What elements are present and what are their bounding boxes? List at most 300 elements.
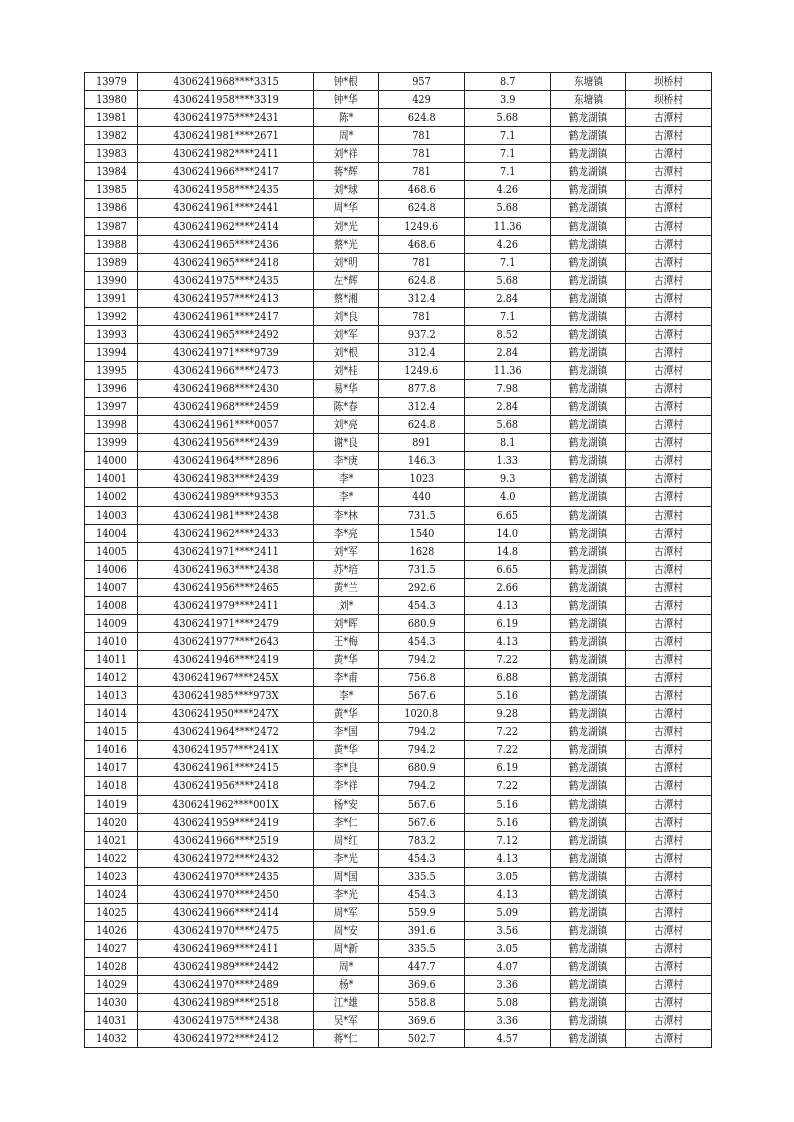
serial-number-cell <box>85 651 138 669</box>
town-text: 鹤龙湖镇 <box>568 219 608 233</box>
town-text: 鹤龙湖镇 <box>568 689 608 703</box>
amount-cell <box>379 181 465 199</box>
serial-number-cell <box>85 380 138 398</box>
quantity-text: 4.57 <box>496 1032 519 1046</box>
id-number-text: 4306241981****2671 <box>172 129 279 143</box>
town-text: 鹤龙湖镇 <box>568 544 608 558</box>
amount-text: 454.3 <box>407 634 436 648</box>
amount-cell <box>379 578 465 596</box>
serial-number-text: 14002 <box>95 490 127 504</box>
serial-number-text: 13988 <box>95 237 127 251</box>
serial-number-cell <box>85 127 138 145</box>
table-row <box>85 614 712 632</box>
table-row <box>85 398 712 416</box>
name-cell <box>314 199 379 217</box>
quantity-text: 3.56 <box>496 923 519 937</box>
serial-number-text: 14004 <box>95 526 127 540</box>
quantity-cell <box>465 542 551 560</box>
name-text: 周*新 <box>333 942 359 956</box>
amount-cell <box>379 596 465 614</box>
id-number-cell <box>138 452 314 470</box>
quantity-text: 9.3 <box>499 472 516 486</box>
quantity-cell <box>465 109 551 127</box>
town-text: 鹤龙湖镇 <box>568 580 608 594</box>
serial-number-cell <box>85 73 138 91</box>
amount-text: 891 <box>412 436 431 450</box>
id-number-text: 4306241975****2435 <box>172 273 279 287</box>
id-number-cell <box>138 289 314 307</box>
name-text: 苏*培 <box>333 562 359 576</box>
amount-cell <box>379 994 465 1012</box>
name-cell <box>314 91 379 109</box>
quantity-text: 3.05 <box>496 869 519 883</box>
town-cell <box>551 885 626 903</box>
quantity-cell <box>465 614 551 632</box>
serial-number-cell <box>85 452 138 470</box>
town-cell <box>551 217 626 235</box>
quantity-text: 8.52 <box>496 327 519 341</box>
village-text: 古潭村 <box>653 598 684 612</box>
id-number-text: 4306241966****2473 <box>172 364 279 378</box>
serial-number-text: 13979 <box>95 75 127 89</box>
serial-number-text: 14005 <box>95 544 127 558</box>
serial-number-text: 14001 <box>95 472 127 486</box>
amount-cell <box>379 398 465 416</box>
town-text: 鹤龙湖镇 <box>568 237 608 251</box>
id-number-text: 4306241970****2489 <box>172 978 279 992</box>
town-cell <box>551 596 626 614</box>
town-text: 鹤龙湖镇 <box>568 490 608 504</box>
town-text: 鹤龙湖镇 <box>568 634 608 648</box>
name-cell <box>314 651 379 669</box>
name-cell <box>314 741 379 759</box>
town-text: 鹤龙湖镇 <box>568 273 608 287</box>
quantity-cell <box>465 253 551 271</box>
town-cell <box>551 614 626 632</box>
village-cell <box>626 596 712 614</box>
serial-number-text: 14007 <box>95 580 127 594</box>
town-text: 鹤龙湖镇 <box>568 598 608 612</box>
serial-number-cell <box>85 940 138 958</box>
id-number-text: 4306241966****2519 <box>172 833 279 847</box>
serial-number-cell <box>85 199 138 217</box>
name-text: 李*林 <box>333 508 359 522</box>
quantity-cell <box>465 669 551 687</box>
town-cell <box>551 145 626 163</box>
table-row <box>85 903 712 921</box>
town-text: 鹤龙湖镇 <box>568 905 608 919</box>
amount-cell <box>379 73 465 91</box>
table-row <box>85 289 712 307</box>
quantity-cell <box>465 976 551 994</box>
village-cell <box>626 217 712 235</box>
id-number-cell <box>138 325 314 343</box>
town-cell <box>551 940 626 958</box>
village-cell <box>626 1030 712 1048</box>
town-cell <box>551 849 626 867</box>
id-number-cell <box>138 777 314 795</box>
name-cell <box>314 506 379 524</box>
id-number-text: 4306241946****2419 <box>172 653 279 667</box>
town-text: 鹤龙湖镇 <box>568 923 608 937</box>
amount-text: 447.7 <box>407 960 436 974</box>
amount-text: 391.6 <box>407 923 436 937</box>
village-text: 古潭村 <box>653 273 684 287</box>
village-text: 古潭村 <box>653 923 684 937</box>
id-number-cell <box>138 958 314 976</box>
name-text: 刘*球 <box>333 183 359 197</box>
town-text: 鹤龙湖镇 <box>568 345 608 359</box>
quantity-text: 6.19 <box>496 616 519 630</box>
amount-text: 957 <box>412 75 431 89</box>
quantity-cell <box>465 307 551 325</box>
name-cell <box>314 163 379 181</box>
quantity-cell <box>465 795 551 813</box>
serial-number-text: 13985 <box>95 183 127 197</box>
amount-cell <box>379 91 465 109</box>
amount-cell <box>379 885 465 903</box>
serial-number-text: 13981 <box>95 111 127 125</box>
name-cell <box>314 127 379 145</box>
amount-cell <box>379 867 465 885</box>
table-row <box>85 325 712 343</box>
amount-text: 454.3 <box>407 887 436 901</box>
id-number-cell <box>138 127 314 145</box>
amount-text: 680.9 <box>407 761 436 775</box>
id-number-cell <box>138 669 314 687</box>
town-cell <box>551 651 626 669</box>
table-row <box>85 127 712 145</box>
id-number-text: 4306241970****2435 <box>172 869 279 883</box>
town-text: 鹤龙湖镇 <box>568 364 608 378</box>
amount-text: 794.2 <box>407 779 436 793</box>
village-cell <box>626 651 712 669</box>
amount-cell <box>379 921 465 939</box>
village-text: 古潭村 <box>653 436 684 450</box>
table-row <box>85 795 712 813</box>
id-number-cell <box>138 235 314 253</box>
quantity-text: 5.16 <box>496 815 519 829</box>
id-number-text: 4306241972****2412 <box>172 1032 279 1046</box>
town-cell <box>551 777 626 795</box>
quantity-cell <box>465 506 551 524</box>
town-cell <box>551 488 626 506</box>
id-number-text: 4306241961****2441 <box>172 201 279 215</box>
name-text: 黄*华 <box>333 743 359 757</box>
name-text: 谢*良 <box>333 436 359 450</box>
name-text: 陈*春 <box>333 400 359 414</box>
amount-text: 429 <box>412 93 431 107</box>
name-text: 李*光 <box>333 887 359 901</box>
quantity-text: 2.84 <box>496 400 519 414</box>
name-cell <box>314 217 379 235</box>
town-text: 鹤龙湖镇 <box>568 725 608 739</box>
village-cell <box>626 940 712 958</box>
village-text: 古潭村 <box>653 364 684 378</box>
table-row <box>85 687 712 705</box>
serial-number-cell <box>85 416 138 434</box>
quantity-cell <box>465 488 551 506</box>
quantity-cell <box>465 1030 551 1048</box>
id-number-text: 4306241964****2896 <box>172 454 279 468</box>
serial-number-cell <box>85 506 138 524</box>
town-cell <box>551 506 626 524</box>
id-number-cell <box>138 271 314 289</box>
town-cell <box>551 560 626 578</box>
village-cell <box>626 470 712 488</box>
quantity-cell <box>465 271 551 289</box>
amount-text: 794.2 <box>407 653 436 667</box>
name-cell <box>314 867 379 885</box>
subsidy-table <box>84 72 712 1048</box>
village-cell <box>626 687 712 705</box>
village-cell <box>626 488 712 506</box>
town-cell <box>551 109 626 127</box>
town-cell <box>551 795 626 813</box>
name-cell <box>314 109 379 127</box>
name-cell <box>314 777 379 795</box>
serial-number-text: 14020 <box>95 815 127 829</box>
quantity-text: 7.1 <box>499 309 516 323</box>
village-cell <box>626 976 712 994</box>
serial-number-text: 14012 <box>95 671 127 685</box>
serial-number-cell <box>85 524 138 542</box>
town-cell <box>551 542 626 560</box>
name-text: 李*亮 <box>333 526 359 540</box>
table-row <box>85 416 712 434</box>
town-cell <box>551 958 626 976</box>
quantity-cell <box>465 73 551 91</box>
name-text: 李* <box>338 689 354 703</box>
serial-number-text: 14014 <box>95 707 127 721</box>
village-text: 古潭村 <box>653 707 684 721</box>
name-cell <box>314 235 379 253</box>
quantity-cell <box>465 741 551 759</box>
serial-number-cell <box>85 362 138 380</box>
town-cell <box>551 759 626 777</box>
town-text: 鹤龙湖镇 <box>568 761 608 775</box>
table-row <box>85 145 712 163</box>
serial-number-text: 14025 <box>95 905 127 919</box>
amount-text: 468.6 <box>407 183 436 197</box>
town-text: 鹤龙湖镇 <box>568 616 608 630</box>
village-cell <box>626 813 712 831</box>
village-text: 古潭村 <box>653 183 684 197</box>
name-cell <box>314 271 379 289</box>
village-cell <box>626 91 712 109</box>
quantity-text: 7.1 <box>499 129 516 143</box>
amount-text: 454.3 <box>407 598 436 612</box>
serial-number-cell <box>85 831 138 849</box>
table-row <box>85 452 712 470</box>
name-text: 易*华 <box>333 382 359 396</box>
amount-cell <box>379 614 465 632</box>
quantity-text: 9.28 <box>496 707 519 721</box>
quantity-cell <box>465 885 551 903</box>
town-text: 鹤龙湖镇 <box>568 201 608 215</box>
id-number-text: 4306241966****2417 <box>172 165 279 179</box>
quantity-cell <box>465 651 551 669</box>
village-text: 古潭村 <box>653 580 684 594</box>
town-cell <box>551 903 626 921</box>
name-text: 李*祥 <box>333 779 359 793</box>
town-text: 鹤龙湖镇 <box>568 960 608 974</box>
table-row <box>85 91 712 109</box>
town-text: 鹤龙湖镇 <box>568 942 608 956</box>
name-cell <box>314 542 379 560</box>
id-number-cell <box>138 741 314 759</box>
village-cell <box>626 452 712 470</box>
quantity-text: 5.09 <box>496 905 519 919</box>
id-number-text: 4306241966****2414 <box>172 905 279 919</box>
quantity-cell <box>465 994 551 1012</box>
quantity-cell <box>465 145 551 163</box>
serial-number-cell <box>85 903 138 921</box>
town-text: 鹤龙湖镇 <box>568 454 608 468</box>
table-row <box>85 578 712 596</box>
serial-number-text: 13987 <box>95 219 127 233</box>
serial-number-cell <box>85 705 138 723</box>
name-cell <box>314 398 379 416</box>
quantity-cell <box>465 163 551 181</box>
town-text: 鹤龙湖镇 <box>568 562 608 576</box>
amount-text: 567.6 <box>407 689 436 703</box>
id-number-cell <box>138 976 314 994</box>
id-number-cell <box>138 885 314 903</box>
id-number-cell <box>138 1030 314 1048</box>
village-text: 古潭村 <box>653 327 684 341</box>
serial-number-cell <box>85 560 138 578</box>
amount-cell <box>379 199 465 217</box>
village-cell <box>626 398 712 416</box>
name-text: 刘*明 <box>333 255 359 269</box>
table-row <box>85 958 712 976</box>
serial-number-text: 13989 <box>95 255 127 269</box>
serial-number-text: 14024 <box>95 887 127 901</box>
table-row <box>85 885 712 903</box>
quantity-cell <box>465 325 551 343</box>
serial-number-text: 14011 <box>95 653 127 667</box>
amount-text: 781 <box>412 165 431 179</box>
id-number-cell <box>138 343 314 361</box>
name-cell <box>314 596 379 614</box>
town-cell <box>551 253 626 271</box>
id-number-text: 4306241956****2465 <box>172 580 279 594</box>
serial-number-text: 14017 <box>95 761 127 775</box>
town-cell <box>551 325 626 343</box>
id-number-cell <box>138 416 314 434</box>
village-text: 古潭村 <box>653 562 684 576</box>
town-text: 东塘镇 <box>573 93 603 107</box>
town-cell <box>551 1030 626 1048</box>
id-number-cell <box>138 687 314 705</box>
village-cell <box>626 253 712 271</box>
serial-number-cell <box>85 163 138 181</box>
id-number-text: 4306241970****2450 <box>172 887 279 901</box>
table-row <box>85 163 712 181</box>
name-cell <box>314 940 379 958</box>
village-text: 古潭村 <box>653 815 684 829</box>
serial-number-cell <box>85 289 138 307</box>
village-cell <box>626 524 712 542</box>
town-text: 鹤龙湖镇 <box>568 653 608 667</box>
town-text: 鹤龙湖镇 <box>568 887 608 901</box>
name-text: 李*国 <box>333 725 359 739</box>
serial-number-cell <box>85 578 138 596</box>
serial-number-text: 14029 <box>95 978 127 992</box>
town-cell <box>551 434 626 452</box>
name-text: 刘*军 <box>333 327 359 341</box>
id-number-text: 4306241965****2418 <box>172 255 279 269</box>
id-number-text: 4306241959****2419 <box>172 815 279 829</box>
table-row <box>85 470 712 488</box>
amount-text: 335.5 <box>407 942 436 956</box>
name-text: 刘*祥 <box>333 147 359 161</box>
amount-cell <box>379 795 465 813</box>
quantity-cell <box>465 235 551 253</box>
amount-text: 781 <box>412 147 431 161</box>
quantity-cell <box>465 867 551 885</box>
name-cell <box>314 795 379 813</box>
name-cell <box>314 831 379 849</box>
village-text: 古潭村 <box>653 382 684 396</box>
id-number-cell <box>138 434 314 452</box>
town-cell <box>551 632 626 650</box>
town-text: 鹤龙湖镇 <box>568 327 608 341</box>
name-text: 左*辉 <box>333 273 359 287</box>
id-number-text: 4306241965****2436 <box>172 237 279 251</box>
name-cell <box>314 687 379 705</box>
name-cell <box>314 813 379 831</box>
village-cell <box>626 542 712 560</box>
amount-text: 937.2 <box>407 327 436 341</box>
quantity-cell <box>465 452 551 470</box>
amount-text: 680.9 <box>407 616 436 630</box>
amount-cell <box>379 506 465 524</box>
quantity-cell <box>465 849 551 867</box>
id-number-text: 4306241961****2415 <box>172 761 279 775</box>
amount-cell <box>379 777 465 795</box>
id-number-text: 4306241972****2432 <box>172 851 279 865</box>
amount-cell <box>379 831 465 849</box>
id-number-text: 4306241989****9353 <box>172 490 279 504</box>
name-cell <box>314 73 379 91</box>
table-row <box>85 524 712 542</box>
id-number-cell <box>138 867 314 885</box>
name-text: 钟*根 <box>333 75 359 89</box>
name-text: 蒋*辉 <box>333 165 359 179</box>
id-number-text: 4306241957****241X <box>172 743 279 757</box>
quantity-text: 14.0 <box>496 526 519 540</box>
id-number-text: 4306241950****247X <box>172 707 279 721</box>
name-cell <box>314 343 379 361</box>
table-row <box>85 235 712 253</box>
quantity-text: 14.8 <box>496 544 519 558</box>
serial-number-cell <box>85 235 138 253</box>
id-number-cell <box>138 795 314 813</box>
amount-cell <box>379 109 465 127</box>
town-cell <box>551 687 626 705</box>
village-text: 古潭村 <box>653 472 684 486</box>
serial-number-cell <box>85 795 138 813</box>
id-number-text: 4306241979****2411 <box>172 598 279 612</box>
serial-number-text: 14031 <box>95 1014 127 1028</box>
quantity-text: 4.13 <box>496 598 519 612</box>
name-cell <box>314 632 379 650</box>
id-number-cell <box>138 73 314 91</box>
id-number-cell <box>138 398 314 416</box>
serial-number-cell <box>85 669 138 687</box>
